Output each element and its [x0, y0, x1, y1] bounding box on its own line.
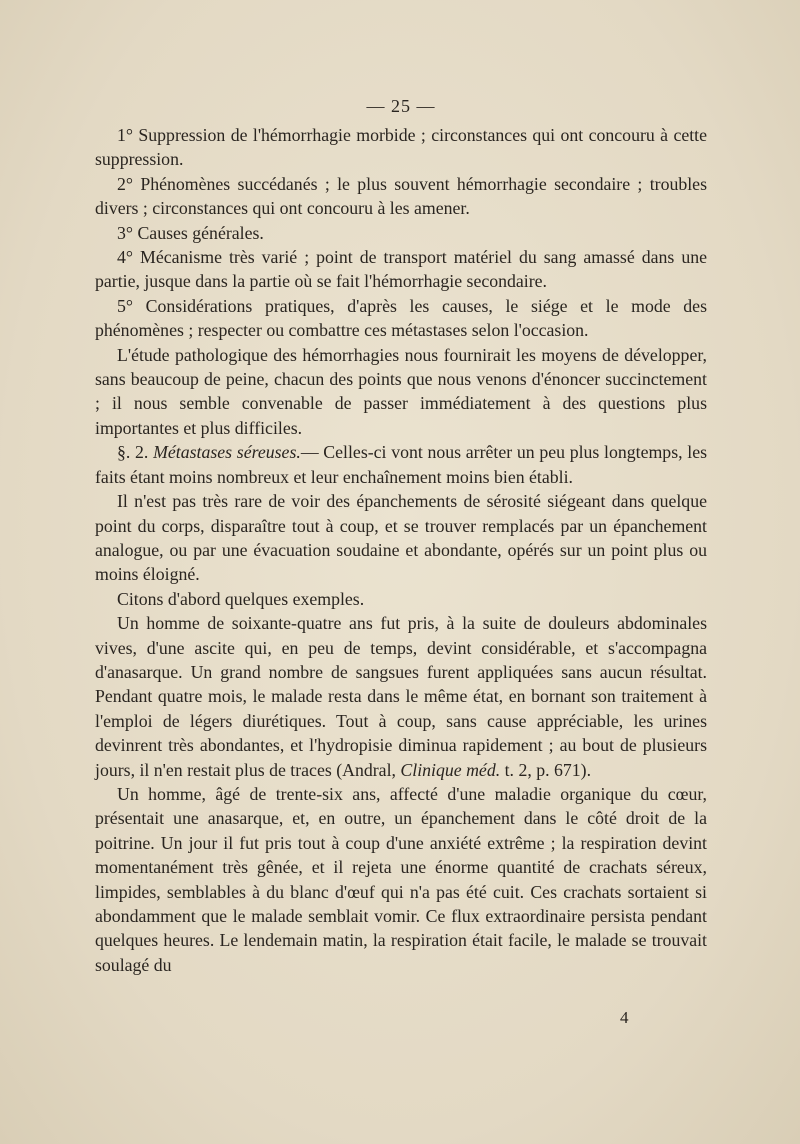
- case-1-paragraph: [95, 611, 707, 782]
- paragraph-7: Il n'est pas très rare de voir des épanchements de sérosité siégeant dans quelque point du corps, disparaître tout à coup, et se trouver remplacés par un épanchement analogue, ou par une évacuation soudaine et abondante, opérés sur un point plus ou moins éloigné.: [95, 491, 707, 585]
- paragraph-4: 4° Mécanisme très varié ; point de transport matériel du sang amassé dans une partie, jusque dans la partie où se fait l'hémorrhagie secondaire.: [95, 247, 707, 292]
- section-number: §. 2.: [117, 442, 149, 463]
- section-title: Métastases séreuses.: [153, 442, 301, 463]
- page-text-block: [95, 95, 707, 977]
- paragraph-8: Citons d'abord quelques exemples.: [117, 588, 365, 609]
- paragraph-5: 5° Considérations pratiques, d'après les causes, le siége et le mode des phénomènes ; respecter ou combattre ces métastases selon l'occasion.: [95, 295, 707, 341]
- section-text: — Celles-ci vont nous arrêter un peu plus longtemps, les faits étant moins nombreux et leur enchaînement moins bien établi.: [95, 442, 708, 487]
- section-paragraph: [95, 440, 707, 489]
- paragraph-2: 2° Phénomènes succédanés ; le plus souvent hémorrhagie secondaire ; troubles divers ; circonstances qui ont concouru à les amener.: [95, 173, 707, 219]
- case-2-paragraph: Un homme, âgé de trente-six ans, affecté d'une maladie organique du cœur, présentait une anasarque, et, en outre, un épanchement dans le côté droit de la poitrine. Un jour il fut pris tout à coup d'une anxiété extrême ; la respiration devint momentanément très gênée, et il rejeta une énorme quantité de crachats séreux, limpides, semblables à du blanc d'œuf qui n'a pas été cuit. Ces crachats sortaient si abondamment que le malade semblait vomir. Ce flux extraordinaire persista pendant quelques heures. Le lendemain matin, la respiration était facile, le malade se trouvait soulagé du: [95, 783, 707, 975]
- case-1-text-end: t. 2, p. 671).: [500, 759, 592, 780]
- case-1-text: Un homme de soixante-quatre ans fut pris, à la suite de douleurs abdominales vives, d'une ascite qui, en peu de temps, devint considérable, et s'accompagna d'anasarque. Un grand nombre de sangsues furent appliquées sans aucun résultat. Pendant quatre mois, le malade resta dans le même état, en bornant son traitement à l'emploi de légers diurétiques. Tout à coup, sans cause appréciable, les urines devinrent très abondantes, et l'hydropisie diminua rapidement ; au bout de plusieurs jours, il n'en restait plus de traces (Andral,: [95, 613, 707, 780]
- page-number: — 25 —: [366, 96, 436, 116]
- paragraph-1: 1° Suppression de l'hémorrhagie morbide ; circonstances qui ont concouru à cette suppression.: [95, 125, 707, 170]
- signature-mark: 4: [620, 1008, 629, 1027]
- case-1-citation: Clinique méd.: [400, 759, 501, 780]
- paragraph-6: L'étude pathologique des hémorrhagies nous fournirait les moyens de développer, sans beaucoup de peine, chacun des points que nous venons d'énoncer succinctement ; il nous semble convenable de passer immédiatement à des questions plus importantes et plus difficiles.: [95, 344, 707, 438]
- paragraph-3: 3° Causes générales.: [117, 222, 264, 243]
